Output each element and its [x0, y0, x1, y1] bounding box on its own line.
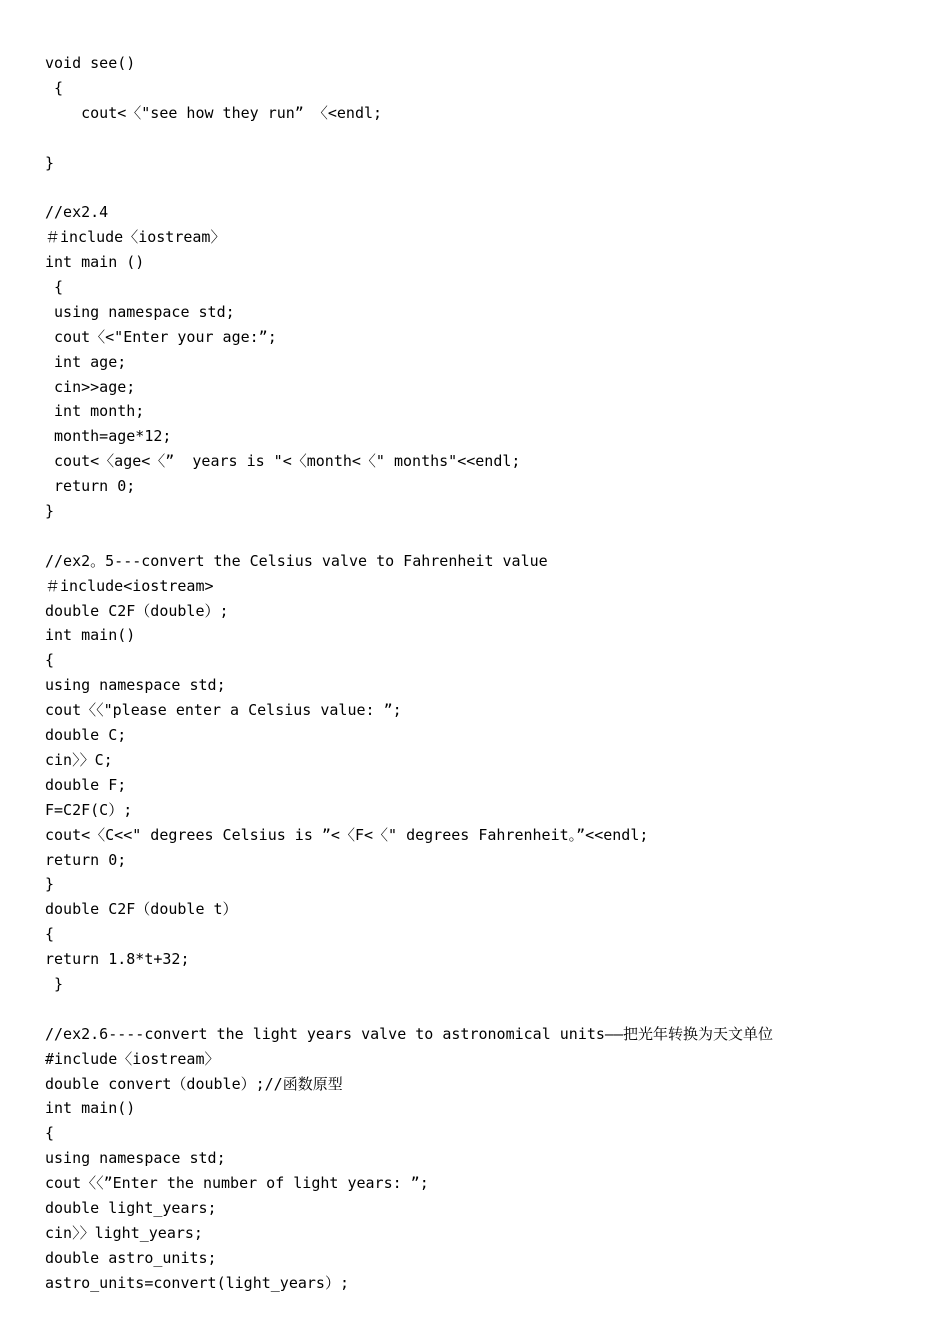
code-line: }	[45, 153, 55, 172]
code-line: F=C2F(C）;	[45, 800, 133, 819]
code-line: double F;	[45, 775, 127, 794]
code-line: {	[45, 651, 55, 670]
code-line: {	[45, 278, 64, 297]
code-line: //ex2.6----convert the light years valve to astronomical units——把光年转换为天文单位	[45, 1024, 773, 1043]
code-line: int main ()	[45, 253, 145, 272]
code-line: cout〈〈"please enter a Celsius value: ”;	[45, 701, 402, 720]
code-line: double convert（double）;//函数原型	[45, 1074, 343, 1093]
code-line: cout〈<"Enter your age:”;	[45, 327, 277, 346]
code-line: }	[45, 974, 64, 993]
code-line: return 0;	[45, 850, 127, 869]
code-line: double C2F（double）;	[45, 601, 229, 620]
code-line: using namespace std;	[45, 676, 226, 695]
code-line: cout<〈age<〈” years is "<〈month<〈" months"<<endl;	[45, 452, 521, 471]
code-line: double astro_units;	[45, 1248, 217, 1267]
code-line: }	[45, 875, 55, 894]
code-line: cin〉〉light_years;	[45, 1223, 203, 1242]
code-line: ＃include〈iostream〉	[45, 228, 226, 247]
code-line: int month;	[45, 402, 145, 421]
code-line: cout<〈"see how they run” 〈<endl;	[45, 103, 383, 122]
code-line	[45, 524, 925, 549]
code-line: }	[45, 502, 55, 521]
code-line: cin〉〉C;	[45, 750, 113, 769]
code-listing	[45, 51, 925, 1296]
code-line: double C2F（double t）	[45, 900, 238, 919]
code-line: {	[45, 78, 64, 97]
code-line: //ex2。5---convert the Celsius valve to Fahrenheit value	[45, 551, 548, 570]
code-line: using namespace std;	[45, 302, 235, 321]
code-line: cin>>age;	[45, 377, 136, 396]
code-line: cout<〈C<<" degrees Celsius is ”<〈F<〈" degrees Fahrenheit。”<<endl;	[45, 825, 649, 844]
code-line: return 1.8*t+32;	[45, 950, 190, 969]
code-line	[45, 997, 925, 1022]
code-line: double light_years;	[45, 1198, 217, 1217]
code-line: void see()	[45, 54, 136, 72]
code-line: ＃include<iostream>	[45, 576, 214, 595]
code-line	[45, 126, 925, 151]
code-line: {	[45, 1124, 55, 1143]
code-line: #include〈iostream〉	[45, 1049, 220, 1068]
code-line: int age;	[45, 352, 127, 371]
code-line: cout〈〈”Enter the number of light years: ”;	[45, 1174, 429, 1193]
code-line	[45, 175, 925, 200]
code-line: double C;	[45, 726, 127, 745]
code-line: using namespace std;	[45, 1149, 226, 1168]
code-line: month=age*12;	[45, 427, 172, 446]
code-line: return 0;	[45, 477, 136, 496]
code-line: int main()	[45, 1099, 136, 1118]
code-line: int main()	[45, 626, 136, 645]
code-line: astro_units=convert(light_years）;	[45, 1273, 349, 1292]
code-line: //ex2.4	[45, 203, 109, 222]
code-line: {	[45, 925, 55, 944]
